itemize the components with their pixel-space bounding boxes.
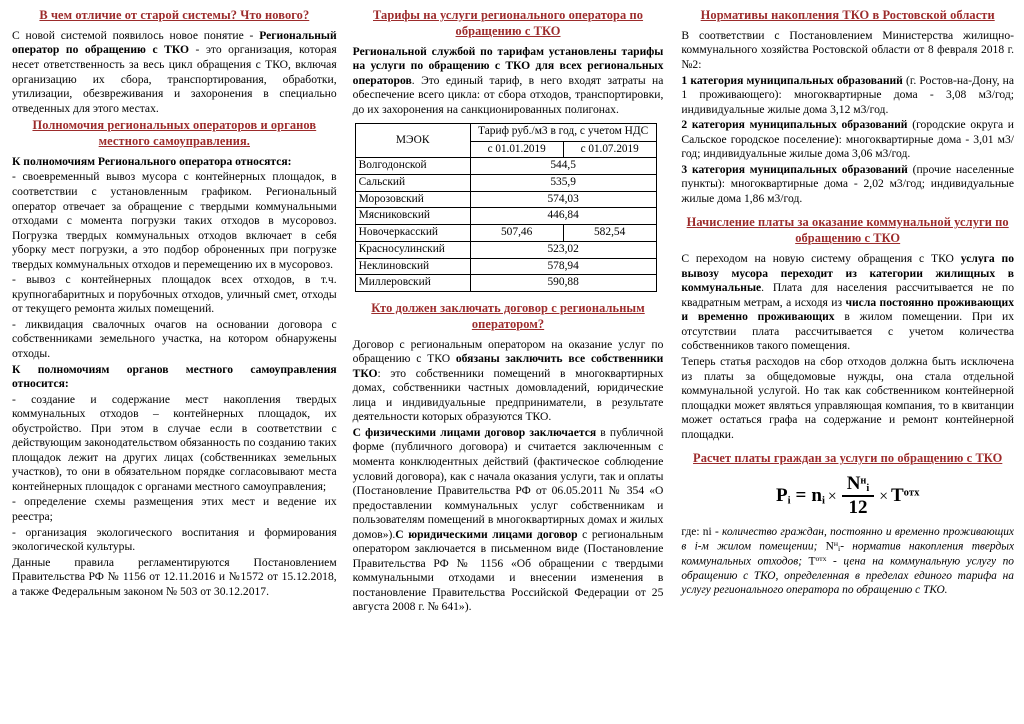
cell-region: Сальский (355, 175, 470, 192)
text-individuals-detail: в публичной форме (публичного договора) и считается заключенным с момента конклюдентных действий (фактическое соблюдение условий договора), как с начала оказания услуги, так и оплаты (Постановление Правительства РФ от 06.05.2011 № 354 «О предоставлении коммунальных услуг собственникам и пользователям помещений в многоквартирных домах и жилых домов»). (352, 425, 664, 541)
label-category-2: 2 категория муниципальных образований (681, 118, 908, 132)
column-right (671, 8, 1020, 724)
label-category-1: 1 категория муниципальных образований (681, 73, 903, 87)
cell-region: Миллеровский (355, 275, 470, 292)
paragraph-separate-service: Теперь статья расходов на сбор отходов должна быть исключена из платы за общедомовые нужды, она стала отдельной коммунальной услугой. Но так как собственником контейнерной площадки может являться управляющая компания, то в квитанции может остаться графа на содержание и ремонт контейнерной площадки. (681, 355, 1014, 441)
legend-t-meaning: - цена на коммунальную услугу по обращению с ТКО, определенная в пределах единого тарифа на услугу регионального оператора по обращению с ТКО. (681, 555, 1015, 596)
table-row (355, 258, 656, 275)
text-contract-intro: Договор с региональным оператором на оказание услуг по обращению с ТКО (352, 337, 664, 366)
formula-factor-n-symbol: n (811, 485, 822, 507)
text-municipal-powers-title: К полномочиям органов местного самоуправления относится: (12, 362, 337, 391)
cell-region: Морозовский (355, 191, 470, 208)
heading-accumulation-norms: Нормативы накопления ТКО в Ростовской области (700, 8, 995, 22)
column-middle (343, 8, 672, 724)
text-tariffs-detail: . Это единый тариф, в него входят затраты на обеспечение всего цикла: от сбора отходов, транспортировки, до их захоронения на санкционированных полигонах. (352, 73, 664, 116)
cell-tariff-merged: 535,9 (470, 175, 656, 192)
paragraph-tariffs-intro (353, 45, 664, 118)
cell-region: Красносулинский (355, 241, 470, 258)
text-payment-calc-basis: . Плата для населения рассчитывается не по квадратным метрам, а исходя из (681, 281, 1014, 309)
formula-numerator-subscript: i (866, 483, 870, 495)
table-row (355, 208, 656, 225)
heading-who-must-contract: Кто должен заключать договор с региональным оператором? (371, 300, 645, 331)
paragraph-municipal-powers-title (12, 363, 337, 392)
formula-numerator-superscript: н (860, 475, 867, 487)
table-row (355, 225, 656, 242)
formula-factor-n-subscript: i (821, 495, 825, 507)
table-header-date-july: с 01.07.2019 (563, 141, 656, 157)
cell-tariff-merged: 590,88 (470, 275, 656, 292)
paragraph-operator-power-2: - вывоз с контейнерных площадок всех отходов, в т.ч. крупногабаритных и порубочных отходов, уличный смет, отходы от текущего ремонта жилых помещений. (12, 273, 337, 316)
legend-symbol-n: N (825, 540, 834, 553)
paragraph-municipal-power-2: - определение схемы размещения этих мест и ведение их реестра; (12, 495, 337, 524)
paragraph-municipal-power-1: - создание и содержание мест накопления твердых коммунальных отходов – контейнерных площадок, их обустройство. При этом в случае если в соответствии с действующим законодательством обязанность по созданию таких площадок лежит на других лицах (собственниках земельных участков), то они в обязательном порядке согласовывают места контейнерных площадок с органами местного самоуправления; (12, 392, 337, 493)
cell-tariff-merged: 578,94 (470, 258, 656, 275)
text-contract-obliged: обязаны заключить все собственники ТКО (352, 352, 664, 380)
paragraph-operator-power-1: - своевременный вывоз мусора с контейнерных площадок, в соответствии с установленным графиком. Региональный оператор отвечает за обращение с твердыми коммунальными отходами с момента погрузки таких отходов в мусоровоз. Погрузка твердых коммунальных отходов включает в себя уборку мест погрузки, а это подбор оброненных при погрузке твердых коммунальных отходов и перемещению их в мусоровоз. (12, 170, 337, 271)
formula-numerator (842, 474, 875, 497)
text-payment-intro: С переходом на новую систему обращения с ТКО (681, 252, 961, 266)
cell-region: Новочеркасский (355, 225, 470, 242)
paragraph-norms-basis: В соответствии с Постановлением Министерства жилищно-коммунального хозяйства Ростовской области от 8 февраля 2018 г. №2: (681, 28, 1014, 71)
heading-powers-of-operators: Полномочия региональных операторов и органов местного самоуправления. (32, 118, 317, 149)
table-row (355, 241, 656, 258)
cell-tariff-january: 507,46 (470, 225, 563, 242)
formula-factor-t-superscript: отх (903, 487, 920, 499)
paragraph-category-1 (681, 74, 1014, 118)
text-service-category-change: услуга по вывозу мусора переходит из категории жилищных в коммунальные (681, 252, 1015, 295)
legend-symbol-n-superscript: н (833, 539, 839, 549)
table-row (355, 191, 656, 208)
cell-tariff-merged: 523,02 (470, 241, 656, 258)
paragraph-contract-forms (353, 426, 664, 615)
paragraph-payment-basis (681, 252, 1014, 354)
paragraph-municipal-power-3: - организация экологического воспитания и формирования экологической культуры. (12, 525, 337, 554)
heading-tariffs: Тарифы на услуги регионального оператора по обращению с ТКО (372, 8, 644, 38)
formula-factor-t-symbol: T (890, 485, 904, 507)
text-new-concept-intro: С новой системой появилось новое понятие - (12, 28, 260, 42)
text-legal-entities-detail: с региональным оператором заключается в письменном виде (Постановление Правительства РФ № 1156 «Об обращении с твердыми коммунальными отходами и внесении изменения в постановление Правительства Российской Федерации от 25 августа 2008 г. № 641»). (352, 527, 664, 614)
formula-result-symbol: P (775, 485, 788, 507)
paragraph-category-2 (681, 118, 1014, 162)
cell-region: Неклиновский (355, 258, 470, 275)
paragraph-new-concept (12, 29, 337, 116)
heading-difference-from-old-system: В чем отличие от старой системы? Что нового? (39, 8, 310, 22)
text-category-1-values: (г. Ростов-на-Дону, на 1 проживающего): многоквартирные дома - 3,08 м3/год; индивидуальные жилые дома 3,12 м3/год. (681, 73, 1015, 116)
paragraph-operator-powers-title (12, 155, 337, 170)
cell-tariff-merged: 544,5 (470, 158, 656, 175)
legend-n-description: количество граждан, постоянно и временно проживающих в i-м жилом помещении; (681, 525, 1014, 553)
tariff-table (355, 123, 657, 291)
text-payment-absence-rule: в жилом помещении. При их отсутствии плата рассчитывается с учетом количества собственников такого помещения. (681, 310, 1015, 353)
table-row (355, 275, 656, 292)
paragraph-contract-obligation (353, 338, 664, 425)
formula-times-1: × (827, 488, 837, 506)
formula-factor-t (891, 486, 919, 505)
term-regional-operator: Региональный оператор по обращению с ТКО (12, 28, 337, 57)
formula-numerator-symbol: N (846, 473, 861, 495)
formula-legend (681, 525, 1014, 597)
legend-symbol-t-superscript: отх (815, 554, 827, 564)
text-category-2-values: (городские округа и Сальское городское поселение): многоквартирные дома - 3,01 м3/год; индивидуальные жилые дома 3,06 м3/год. (681, 118, 1014, 161)
formula-fraction (842, 474, 875, 518)
text-new-concept-rest: - это организация, которая несет ответственность за весь цикл обращения с ТКО, включая организацию их сбора, транспортирования, обработки, утилизации, обезвреживания и захоронения в специально отведенных для этого местах. (12, 43, 337, 115)
text-operator-powers-title: К полномочиям Регионального оператора относятся: (12, 154, 292, 168)
text-individuals-contract: С физическими лицами договор заключается (352, 425, 597, 439)
table-header-date-january: с 01.01.2019 (470, 141, 563, 157)
heading-payment-charging: Начисление платы за оказание коммунальной услуги по обращению с ТКО (686, 215, 1009, 246)
label-category-3: 3 категория муниципальных образований (681, 162, 908, 176)
cell-tariff-merged: 446,84 (470, 208, 656, 225)
table-header-region: МЭОК (355, 124, 470, 158)
formula-equals: = (795, 485, 807, 507)
legend-n-meaning: - норматив накопления твердых коммунальных отходов; (681, 540, 1014, 568)
cell-region: Мясниковский (355, 208, 470, 225)
table-header-tariff: Тариф руб./м3 в год, с учетом НДС (470, 124, 656, 141)
cell-tariff-merged: 574,03 (470, 191, 656, 208)
paragraph-operator-power-3: - ликвидация свалочных очагов на основании договора с собственниками земельного участка, на котором обнаружены отходы. (12, 317, 337, 361)
cell-tariff-july: 582,54 (563, 225, 656, 242)
table-row (355, 175, 656, 192)
text-category-3-values: (прочие населенные пункты): многоквартирные дома - 2,02 м3/год; индивидуальные жилые дома 1,86 м3/год. (681, 162, 1014, 205)
text-tariffs-established: Региональной службой по тарифам установлены тарифы на услуги по обращению с ТКО для всех региональных операторов (352, 44, 664, 87)
formula-result-subscript: i (787, 495, 791, 507)
payment-formula (776, 475, 919, 519)
text-residents-count: числа постоянно проживающих и временно проживающих (681, 295, 1014, 324)
table-row (355, 158, 656, 175)
legend-prefix: где: ni - (681, 525, 723, 538)
paragraph-category-3 (681, 163, 1014, 207)
legend-symbol-t: T (808, 555, 816, 568)
text-contract-who: : это собственники помещений в многоквартирных домах, собственники частных домовладений, юридические лица и индивидуальные предприниматели, в результате деятельности которых образуются ТКО. (352, 366, 664, 424)
formula-times-2: × (879, 488, 888, 506)
formula-result (776, 486, 791, 507)
paragraph-legal-basis: Данные правила регламентируются Постановлением Правительства РФ № 1156 от 12.11.2016 и №1572 от 15.12.2018, а также Федеральным законом № 503 от 30.12.2017. (12, 555, 337, 598)
legend-symbol-n-subscript: i (838, 544, 841, 554)
heading-payment-formula: Расчет платы граждан за услуги по обращению с ТКО (693, 451, 1003, 466)
formula-factor-n (811, 486, 825, 507)
formula-container (681, 475, 1014, 519)
column-left (4, 8, 343, 724)
table-header-row-1 (355, 124, 656, 141)
text-legal-entities-contract: С юридическими лицами договор (395, 527, 578, 541)
formula-denominator: 12 (848, 496, 868, 518)
cell-region: Волгодонской (355, 158, 470, 175)
